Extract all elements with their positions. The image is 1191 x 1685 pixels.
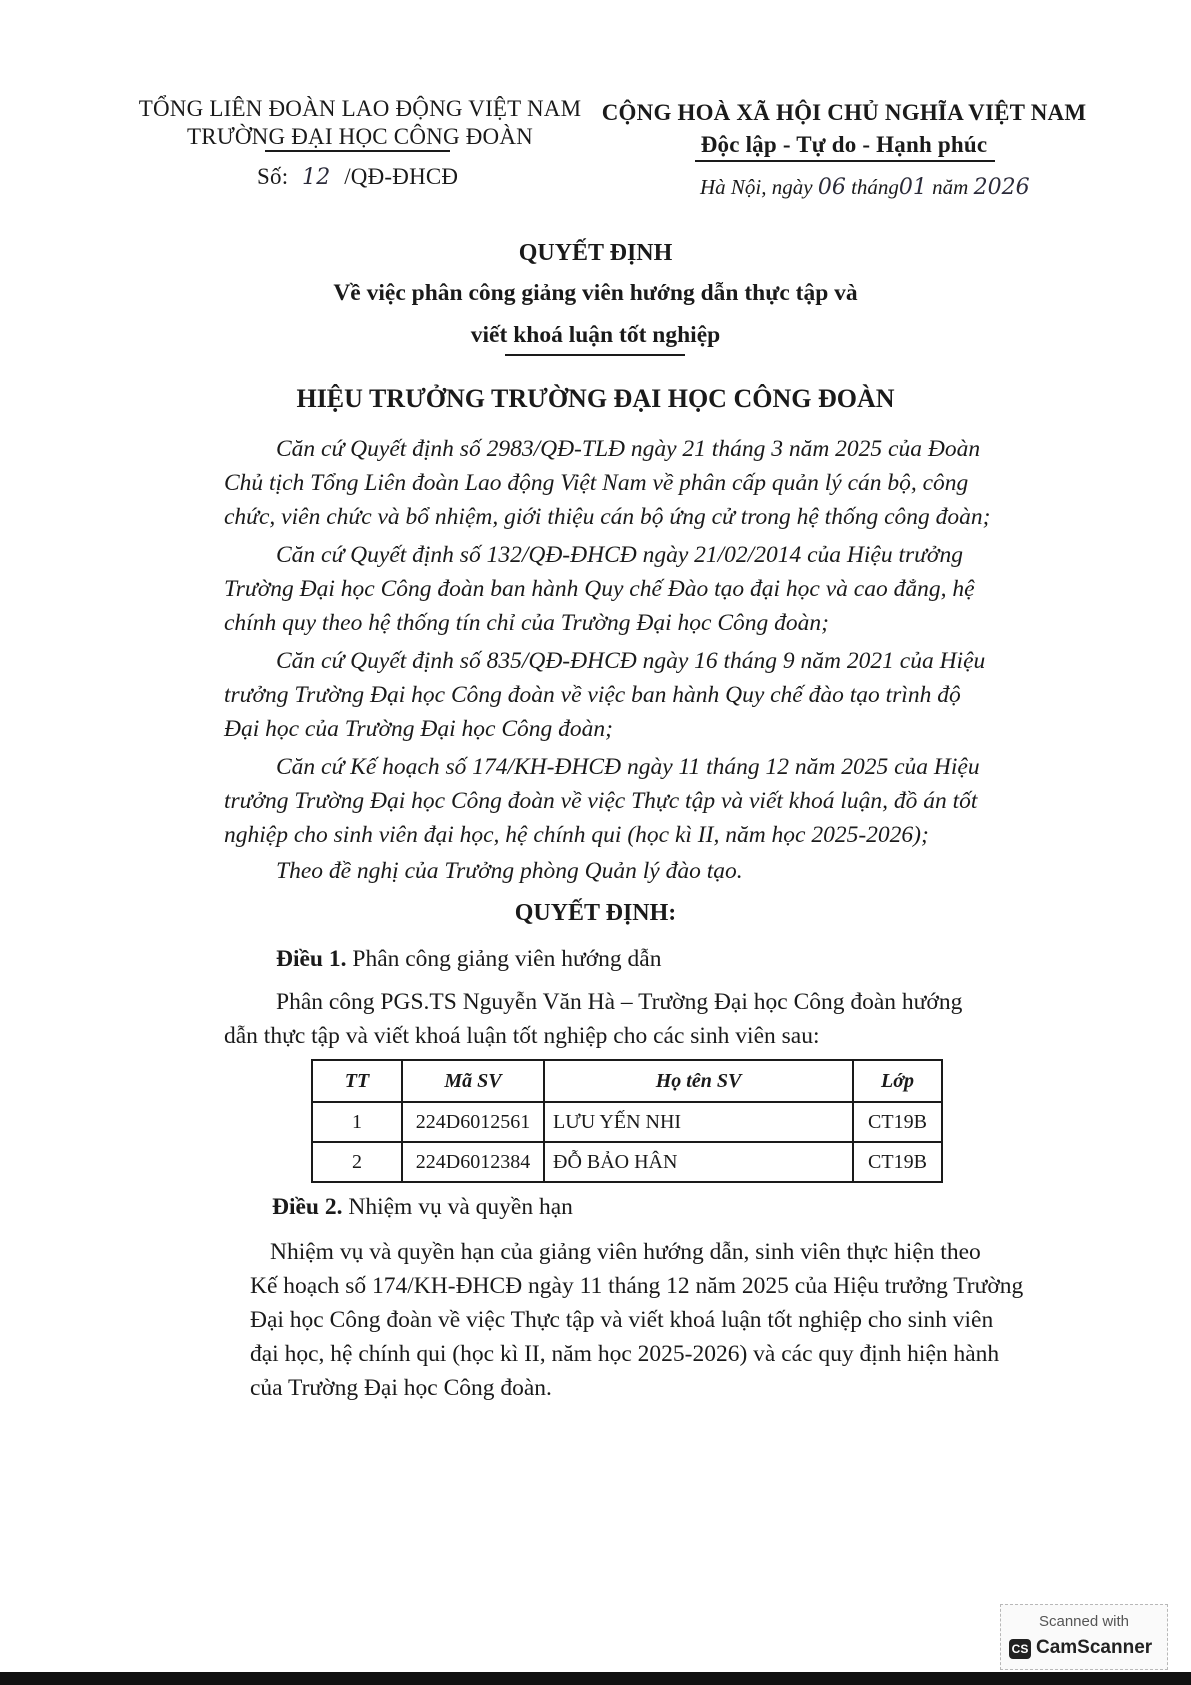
article-2-title: Nhiệm vụ và quyền hạn (348, 1194, 573, 1220)
preamble-3-line-2: trưởng Trường Đại học Công đoàn về việc ban hành Quy chế đào tạo trình độ (224, 682, 961, 708)
subject-line-2: viết khoá luận tốt nghiệp (470, 322, 721, 348)
number-prefix: Số: (257, 164, 289, 189)
cell-student-id: 224D6012561 (402, 1102, 544, 1142)
camscanner-logo-icon: CS (1009, 1639, 1031, 1659)
article-1-title: Phân công giảng viên hướng dẫn (352, 946, 662, 972)
table-row (312, 1102, 942, 1142)
article-1-body-line-1: Phân công PGS.TS Nguyễn Văn Hà – Trường Đại học Công đoàn hướng (276, 989, 963, 1015)
col-header-class: Lớp (853, 1060, 942, 1102)
nation-name: CỘNG HOÀ XÃ HỘI CHỦ NGHĨA VIỆT NAM (601, 100, 1087, 125)
issue-date (700, 175, 1030, 200)
preamble-2-line-1: Căn cứ Quyết định số 132/QĐ-ĐHCĐ ngày 21/02/2014 của Hiệu trưởng (276, 542, 963, 568)
document-title: QUYẾT ĐỊNH (518, 240, 673, 266)
preamble-4-line-2: trưởng Trường Đại học Công đoàn về việc Thực tập và viết khoá luận, đồ án tốt (224, 788, 978, 814)
article-2-body-line-3: Đại học Công đoàn về việc Thực tập và viết khoá luận tốt nghiệp cho sinh viên (250, 1307, 994, 1333)
date-month: 01 (898, 175, 927, 200)
article-2-body-line-2: Kế hoạch số 174/KH-ĐHCĐ ngày 11 tháng 12 năm 2025 của Hiệu trưởng Trường (250, 1273, 1024, 1299)
preamble-2-line-2: Trường Đại học Công đoàn ban hành Quy chế Đào tạo đại học và cao đẳng, hệ (224, 576, 975, 602)
cell-class: CT19B (853, 1142, 942, 1182)
decision-number (257, 164, 458, 190)
preamble-3-line-1: Căn cứ Quyết định số 835/QĐ-ĐHCĐ ngày 16 tháng 9 năm 2021 của Hiệu (276, 648, 986, 674)
date-year-label: năm (932, 175, 969, 199)
article-2-body-line-4: đại học, hệ chính qui (học kì II, năm học 2025-2026) và các quy định hiện hành (250, 1341, 1000, 1367)
number-handwritten: 12 (302, 165, 331, 190)
cell-student-id: 224D6012384 (402, 1142, 544, 1182)
proposal-line: Theo đề nghị của Trưởng phòng Quản lý đào tạo. (276, 858, 743, 884)
org-name-parent: TỔNG LIÊN ĐOÀN LAO ĐỘNG VIỆT NAM (138, 96, 582, 121)
date-day: 06 (817, 175, 846, 200)
student-table (311, 1059, 943, 1183)
article-2-body-line-5: của Trường Đại học Công đoàn. (250, 1375, 552, 1401)
date-prefix: Hà Nội, ngày (700, 175, 813, 199)
article-2-label: Điều 2. (272, 1194, 343, 1220)
article-2-body-line-1: Nhiệm vụ và quyền hạn của giảng viên hướng dẫn, sinh viên thực hiện theo (270, 1239, 981, 1265)
decision-heading: QUYẾT ĐỊNH: (514, 900, 677, 926)
cell-tt: 2 (312, 1142, 402, 1182)
date-year: 2026 (973, 175, 1030, 200)
scan-edge-bar (0, 1672, 1191, 1685)
date-month-label: tháng (851, 175, 899, 199)
article-2-heading (272, 1190, 573, 1224)
preamble-1-line-1: Căn cứ Quyết định số 2983/QĐ-TLĐ ngày 21 tháng 3 năm 2025 của Đoàn (276, 436, 981, 462)
watermark-caption: Scanned with (1038, 1613, 1130, 1630)
subject-underline (505, 354, 685, 356)
issuing-authority: HIỆU TRƯỞNG TRƯỜNG ĐẠI HỌC CÔNG ĐOÀN (296, 384, 895, 413)
nation-motto: Độc lập - Tự do - Hạnh phúc (700, 132, 988, 157)
table-header-row (312, 1060, 942, 1102)
cell-class: CT19B (853, 1102, 942, 1142)
cell-student-name: LƯU YẾN NHI (544, 1102, 853, 1142)
preamble-4-line-3: nghiệp cho sinh viên đại học, hệ chính qui (học kì II, năm học 2025-2026); (224, 822, 929, 848)
watermark-brand: CamScanner (1036, 1637, 1153, 1658)
col-header-tt: TT (312, 1060, 402, 1102)
article-1-heading (276, 942, 661, 976)
motto-underline (695, 160, 995, 162)
subject-line-1: Về việc phân công giảng viên hướng dẫn thực tập và (333, 280, 858, 306)
table-row (312, 1142, 942, 1182)
article-1-label: Điều 1. (276, 946, 347, 972)
article-1-body-line-2: dẫn thực tập và viết khoá luận tốt nghiệp cho các sinh viên sau: (224, 1023, 820, 1049)
cell-tt: 1 (312, 1102, 402, 1142)
preamble-1-line-2: Chủ tịch Tổng Liên đoàn Lao động Việt Nam về phân cấp quản lý cán bộ, công (224, 470, 969, 496)
preamble-2-line-3: chính quy theo hệ thống tín chỉ của Trường Đại học Công đoàn; (224, 610, 829, 636)
camscanner-watermark (1000, 1604, 1168, 1670)
preamble-3-line-3: Đại học của Trường Đại học Công đoàn; (224, 716, 613, 742)
cell-student-name: ĐỖ BẢO HÂN (544, 1142, 853, 1182)
col-header-student-id: Mã SV (402, 1060, 544, 1102)
org-name-school: TRƯỜNG ĐẠI HỌC CÔNG ĐOÀN (187, 124, 533, 149)
preamble-1-line-3: chức, viên chức và bổ nhiệm, giới thiệu cán bộ ứng cử trong hệ thống công đoàn; (224, 504, 991, 530)
preamble-4-line-1: Căn cứ Kế hoạch số 174/KH-ĐHCĐ ngày 11 tháng 12 năm 2025 của Hiệu (276, 754, 980, 780)
number-suffix: /QĐ-ĐHCĐ (344, 164, 459, 189)
col-header-student-name: Họ tên SV (544, 1060, 853, 1102)
org-underline (265, 150, 450, 152)
